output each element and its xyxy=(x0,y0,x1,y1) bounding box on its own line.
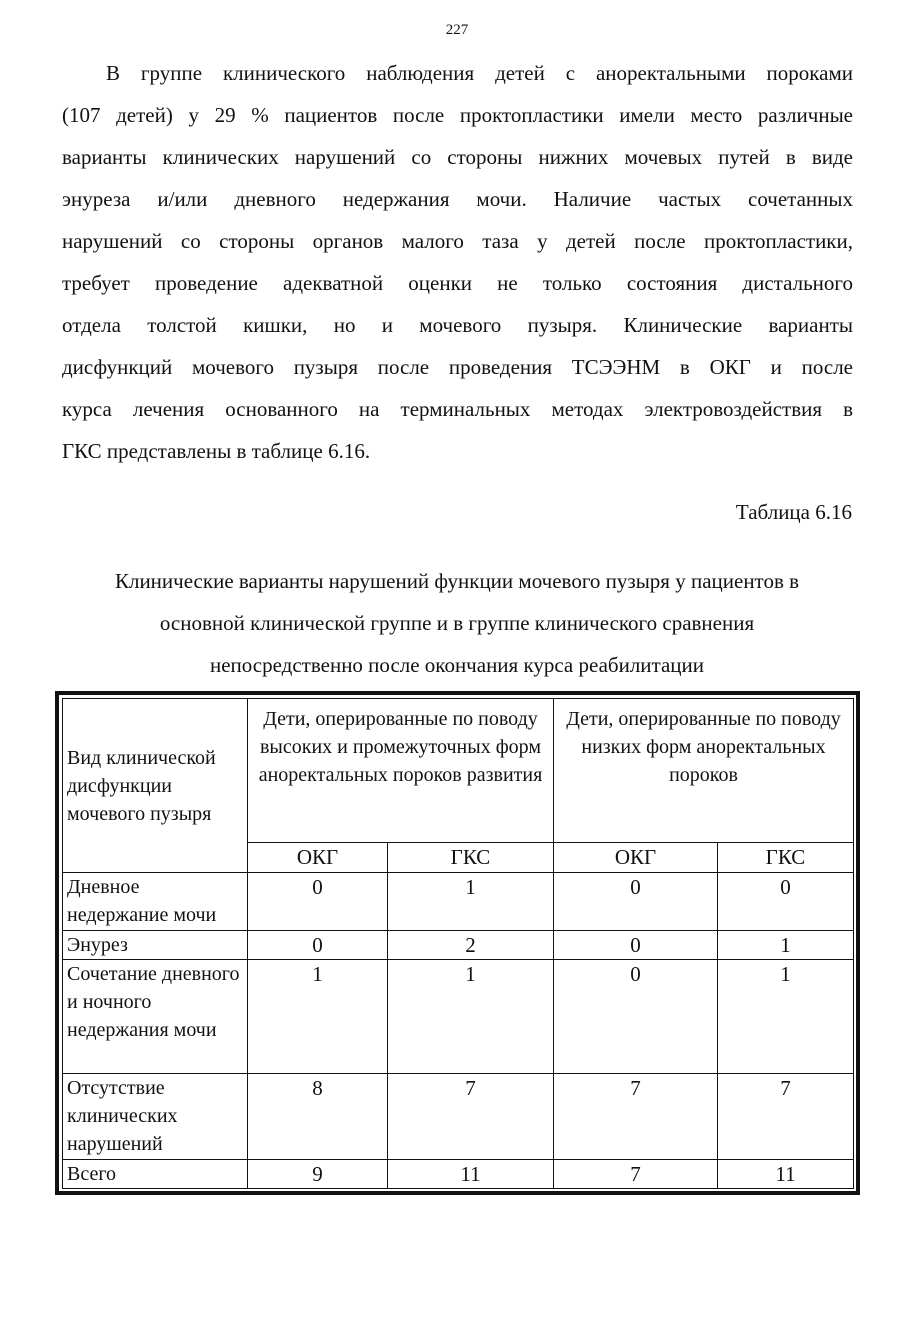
paragraph-line: ГКС представлены в таблице 6.16. xyxy=(62,439,371,463)
cell-value: 9 xyxy=(248,1160,388,1189)
row-label: Всего xyxy=(63,1160,248,1189)
cell-value: 0 xyxy=(248,931,388,960)
header-group-low-forms: Дети, оперированные по поводу низких форм аноректальных пороков xyxy=(554,699,854,843)
cell-value: 0 xyxy=(554,873,718,931)
cell-value: 1 xyxy=(388,873,554,931)
cell-value: 7 xyxy=(554,1074,718,1160)
cell-value: 7 xyxy=(554,1160,718,1189)
row-label: Отсутствие клинических нарушений xyxy=(63,1074,248,1160)
data-table xyxy=(62,698,854,1189)
subheader-okg: ОКГ xyxy=(554,843,718,873)
table-row xyxy=(63,1160,854,1189)
paragraph-line: (107 детей) у 29 % пациентов после проктопластики имели место различные xyxy=(62,103,853,127)
caption-line: непосредственно после окончания курса реабилитации xyxy=(209,653,705,677)
cell-value: 11 xyxy=(718,1160,854,1189)
table-row xyxy=(63,873,854,931)
paragraph-line: отдела толстой кишки, но и мочевого пузыря. Клинические варианты xyxy=(62,313,853,337)
cell-value: 0 xyxy=(718,873,854,931)
cell-value: 11 xyxy=(388,1160,554,1189)
caption-line: Клинические варианты нарушений функции мочевого пузыря у пациентов в xyxy=(114,569,800,593)
header-group-high-forms: Дети, оперированные по поводу высоких и промежуточных форм аноректальных пороков развития xyxy=(248,699,554,843)
row-label: Дневное недержание мочи xyxy=(63,873,248,931)
paragraph-line: энуреза и/или дневного недержания мочи. Наличие частых сочетанных xyxy=(62,187,853,211)
caption-line: основной клинической группе и в группе клинического сравнения xyxy=(159,611,755,635)
header-dysfunction-type: Вид клинической дисфункции мочевого пузыря xyxy=(63,699,248,873)
table-row xyxy=(63,931,854,960)
paragraph-line: нарушений со стороны органов малого таза у детей после проктопластики, xyxy=(62,229,853,253)
cell-value: 1 xyxy=(248,960,388,1074)
table-label: Таблица 6.16 xyxy=(735,500,852,524)
cell-value: 0 xyxy=(554,931,718,960)
cell-value: 1 xyxy=(388,960,554,1074)
paragraph-line: варианты клинических нарушений со стороны нижних мочевых путей в виде xyxy=(62,145,853,169)
row-label: Энурез xyxy=(63,931,248,960)
cell-value: 7 xyxy=(718,1074,854,1160)
page-number: 227 xyxy=(445,22,469,38)
data-table-frame xyxy=(55,691,860,1195)
table-row xyxy=(63,1074,854,1160)
cell-value: 0 xyxy=(248,873,388,931)
paragraph-line: дисфункций мочевого пузыря после проведения ТСЭЭНМ в ОКГ и после xyxy=(62,355,853,379)
cell-value: 2 xyxy=(388,931,554,960)
cell-value: 7 xyxy=(388,1074,554,1160)
cell-value: 8 xyxy=(248,1074,388,1160)
paragraph-line: курса лечения основанного на терминальных методах электровоздействия в xyxy=(62,397,853,421)
subheader-gks: ГКС xyxy=(718,843,854,873)
cell-value: 0 xyxy=(554,960,718,1074)
cell-value: 1 xyxy=(718,931,854,960)
paragraph-line: В группе клинического наблюдения детей с аноректальными пороками xyxy=(106,61,853,85)
table-caption xyxy=(0,560,914,686)
cell-value: 1 xyxy=(718,960,854,1074)
subheader-okg: ОКГ xyxy=(248,843,388,873)
subheader-gks: ГКС xyxy=(388,843,554,873)
table-row xyxy=(63,960,854,1074)
body-paragraph xyxy=(62,52,853,472)
paragraph-line: требует проведение адекватной оценки не только состояния дистального xyxy=(62,271,853,295)
row-label: Сочетание дневного и ночного недержания мочи xyxy=(63,960,248,1074)
